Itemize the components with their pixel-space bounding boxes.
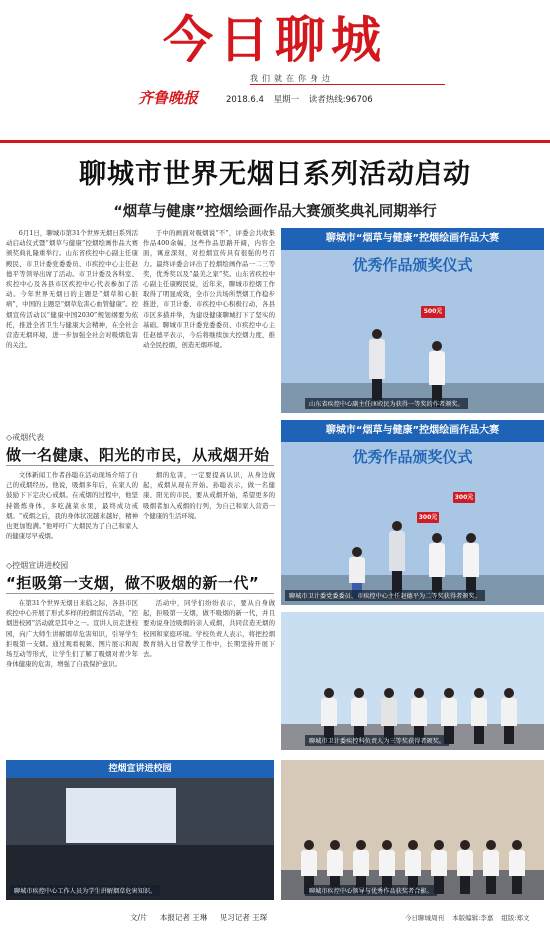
photo4-projection-screen xyxy=(66,788,176,843)
photo-second-prize xyxy=(281,420,544,605)
section-tag-1: ◇戒烟代表 xyxy=(6,433,45,442)
lead-column-2 xyxy=(143,228,275,408)
section1-column-1 xyxy=(6,470,138,555)
photo3-person-6 xyxy=(471,688,487,744)
photo1-banner-2: 优秀作品颁奖仪式 xyxy=(352,256,473,274)
photo2-caption: 聊城市卫计委党委委员、市疾控中心主任赵德平为二等奖获得者颁奖。 xyxy=(285,590,485,601)
photo5-caption: 聊城市疾控中心领导与优秀作品获奖者合影。 xyxy=(305,885,437,896)
lead-paragraph-2: 于中的画面对吸烟说“不”，评委会共收集作品400余幅，这些作品思路开阔，内容全面，寓意深刻，对控烟宣传具有很强的号召力。最终评委会评出了控烟绘画作品一二三等奖，优秀奖以及“最美之家”奖。山东省疾控中心副主任康殿民说，近年来，聊城市控烟工作取得了明显成效，全市公共场所禁烟工作稳步推进，市卫计委、市疾控中心积极行动，各县市区多措并举，为建设健康聊城打下了坚实的基础。聊城市卫计委党委委员、市疾控中心主任赵德平表示，今后将继续加大控烟力度，推动全民控烟，创造无烟环境。 xyxy=(143,229,275,350)
footer-editor: 本版编辑:李嘉 xyxy=(452,914,494,922)
photo1-person-official xyxy=(369,329,385,407)
byline-reporter: 本报记者 王琳 xyxy=(159,913,208,922)
reader-hotline: 读者热线:96706 xyxy=(308,95,373,105)
section1-paragraph-2: 烟的危害，一定要提高认识，从身边做起，戒烟从现在开始。孙聪表示，做一名健康、阳光的市民，要从戒烟开始，希望更多的吸烟者加入戒烟的行列，为自己和家人营造一个健康的生活环境。 xyxy=(143,471,275,520)
byline-intern: 见习记者 王琛 xyxy=(219,913,268,922)
masthead-slogan: 我们就在你身边 xyxy=(250,74,334,83)
headline: 聊城市世界无烟日系列活动启动 xyxy=(79,159,471,190)
photo5-person-9 xyxy=(509,840,525,894)
section2-paragraph-1: 在第31个世界无烟日来临之际，各县市区疾控中心开展了形式多样的控烟宣传活动，“控烟进校园”活动就是其中之一。宣讲人员走进校园，向广大师生讲解烟草危害知识，引导学生拒吸第一支烟。通过观看视频、图片展示和现场互动等形式，让学生们了解了吸烟对青少年身体健康的危害，增强了自我保护意识。 xyxy=(6,599,138,669)
photo1-caption: 山东省疾控中心副主任康殿民为获得一等奖的作者颁奖。 xyxy=(305,398,468,409)
photo3-caption: 聊城市卫计委疾控科负责人为三等奖获得者颁奖。 xyxy=(305,735,449,746)
top-rule xyxy=(0,140,550,143)
section2-column-1 xyxy=(6,598,138,748)
section-tag-2: ◇控烟宣讲进校园 xyxy=(6,561,69,570)
photo2-person-official xyxy=(389,521,405,599)
photo5-person-7 xyxy=(457,840,473,894)
photo4-banner: 控烟宣讲进校园 xyxy=(6,760,274,778)
photo3-person-7 xyxy=(501,688,517,744)
photo1-certificate: 500元 xyxy=(421,306,445,318)
issue-weekday: 星期一 xyxy=(273,95,300,105)
section-heading-1: 做一名健康、阳光的市民，从戒烟开始 xyxy=(6,446,270,464)
byline xyxy=(130,912,277,923)
photo2-certificate-b: 300元 xyxy=(454,494,474,501)
photo4-caption: 聊城市疾控中心工作人员为学生讲解烟草危害知识。 xyxy=(10,885,160,896)
lead-paragraph-1: 6月1日，聊城市第31个世界无烟日系列活动启动仪式暨“烟草与健康”控烟绘画作品大赛颁奖典礼隆重举行。山东省疾控中心副主任康殿民、市卫计委党委委员、市疾控中心主任赵德平等领导出席了活动。市卫计委及各科室、疾控中心及各县市区疾控中心代表参加了活动。今年世界无烟日的主题是“烟草和心脏病”，中国的主题是“烟草危害心血管健康”。控烟宣传活动以“健康中国2030”规划纲要为依托，推进全省卫生与健康大会精神，在全社会营造无烟环境，进一步加强全社会对吸烟危害的关注。 xyxy=(6,229,138,350)
newspaper-title: 今日聊城 xyxy=(163,11,387,69)
issue-info xyxy=(226,93,380,105)
lead-column-1 xyxy=(6,228,138,408)
section2-column-2 xyxy=(143,598,275,748)
section1-column-2 xyxy=(143,470,275,555)
footer-proof: 组版:郑文 xyxy=(501,914,530,922)
masthead-rule xyxy=(250,84,445,85)
photo1-banner: 聊城市“烟草与健康”控烟绘画作品大赛 xyxy=(281,228,544,250)
section-divider-2 xyxy=(6,593,274,594)
photo-school-lecture xyxy=(6,760,274,900)
photo5-person-8 xyxy=(483,840,499,894)
section2-paragraph-2: 活动中，同学们纷纷表示，要从自身做起，拒吸第一支烟，做不吸烟的新一代，并且要劝说身边吸烟的亲人戒烟，共同营造无烟的校园和家庭环境。学校负责人表示，将把控烟教育纳入日常教学工作中，长期坚持开展下去。 xyxy=(143,599,275,659)
paper-name: 齐鲁晚报 xyxy=(138,89,199,107)
footer-section: 今日聊城周刊 xyxy=(405,914,444,922)
subheadline: “烟草与健康”控烟绘画作品大赛颁奖典礼同期举行 xyxy=(113,204,437,220)
masthead xyxy=(0,0,550,112)
section1-paragraph-1: 文体新闻工作者孙聪在活动现场介绍了自己的戒烟经历。他说，吸烟多年后，在家人的鼓励下下定决心戒烟。在戒烟的过程中，他坚持锻炼身体，多吃蔬菜水果，最终成功戒烟。“戒烟之后，我的身体状况越来越好，精神也更加饱满。”他呼吁广大烟民为了自己和家人的健康尽早戒烟。 xyxy=(6,471,138,541)
photo2-banner-2: 优秀作品颁奖仪式 xyxy=(352,448,473,466)
section-heading-2: “拒吸第一支烟，做不吸烟的新一代” xyxy=(6,574,260,592)
section-divider-1 xyxy=(6,465,274,466)
photo-group-winners xyxy=(281,760,544,900)
photo-first-prize xyxy=(281,228,544,413)
photo2-certificate-a: 300元 xyxy=(418,514,438,521)
photo-third-prize xyxy=(281,612,544,750)
page-footer xyxy=(405,913,536,922)
photo2-banner: 聊城市“烟草与健康”控烟绘画作品大赛 xyxy=(281,420,544,442)
byline-label: 文/片 xyxy=(130,913,148,922)
issue-date: 2018.6.4 xyxy=(226,95,264,105)
